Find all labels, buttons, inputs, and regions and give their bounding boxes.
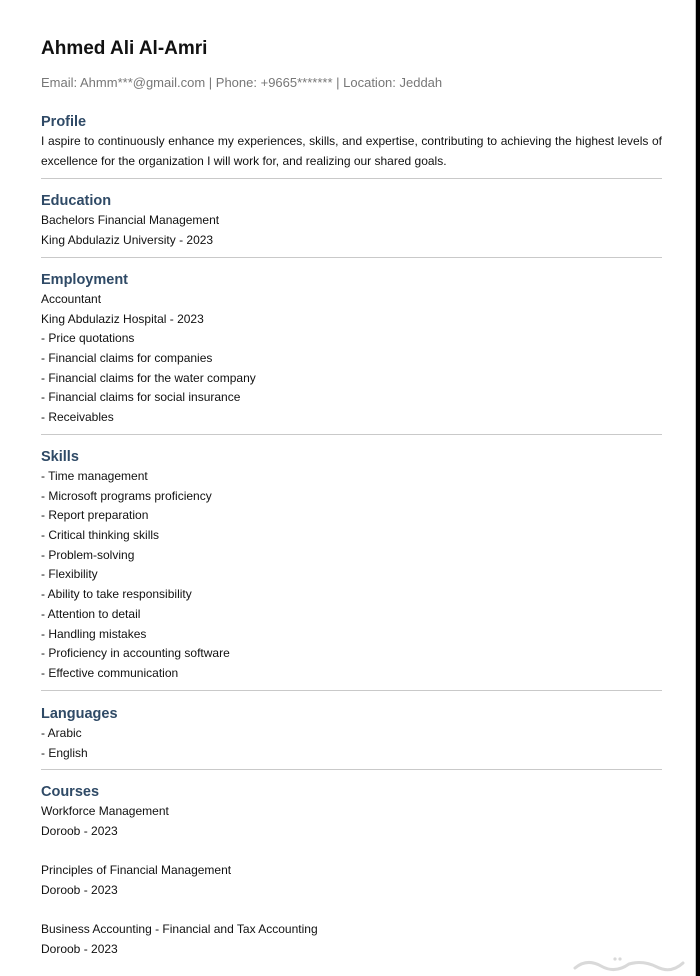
employment-section: [41, 270, 662, 428]
courses-section: [41, 782, 662, 960]
skill-item: - Effective communication: [41, 665, 179, 680]
skill-item: - Handling mistakes: [41, 626, 147, 641]
skill-item: - Flexibility: [41, 567, 98, 582]
profile-section: [41, 112, 662, 171]
section-title-languages: Languages: [41, 706, 118, 722]
course-provider: Doroob - 2023: [41, 941, 118, 956]
skill-item: - Attention to detail: [41, 606, 141, 621]
skills-section: [41, 447, 662, 684]
course-name: Workforce Management: [41, 804, 169, 818]
languages-section: [41, 704, 662, 763]
watermark-logo: [567, 954, 687, 974]
section-title-courses: Courses: [41, 784, 100, 800]
language-item: - English: [41, 745, 88, 760]
course-name: Principles of Financial Management: [41, 863, 232, 878]
education-institution: King Abdulaziz University - 2023: [41, 232, 214, 247]
course-provider: Doroob - 2023: [41, 823, 118, 838]
skill-item: - Microsoft programs proficiency: [41, 488, 212, 503]
section-title-education: Education: [41, 193, 112, 209]
skill-item: - Proficiency in accounting software: [41, 646, 230, 661]
skill-item: - Problem-solving: [41, 547, 135, 562]
course-provider: Doroob - 2023: [41, 882, 118, 897]
employment-duty: - Price quotations: [41, 331, 135, 346]
employment-duty: - Receivables: [41, 410, 114, 425]
divider: [41, 178, 662, 179]
section-title-employment: Employment: [41, 272, 129, 288]
employment-duty: - Financial claims for companies: [41, 351, 213, 366]
divider: [41, 434, 662, 435]
employment-employer: King Abdulaziz Hospital - 2023: [41, 311, 204, 326]
divider: [41, 769, 662, 770]
contact-info: Email: Ahmm***@gmail.com | Phone: +9665******* | Location: Jeddah: [41, 75, 443, 90]
course-name: Business Accounting - Financial and Tax Accounting: [41, 922, 318, 937]
language-item: - Arabic: [41, 726, 82, 740]
education-section: [41, 191, 662, 250]
skill-item: - Time management: [41, 469, 148, 483]
divider: [41, 257, 662, 258]
employment-role: Accountant: [41, 292, 102, 306]
divider: [41, 690, 662, 691]
education-degree: Bachelors Financial Management: [41, 213, 220, 227]
skill-item: - Critical thinking skills: [41, 528, 160, 543]
employment-duty: - Financial claims for the water company: [41, 370, 256, 385]
candidate-name: Ahmed Ali Al-Amri: [41, 38, 208, 59]
section-title-skills: Skills: [41, 449, 79, 465]
section-title-profile: Profile: [41, 114, 87, 130]
profile-text: I aspire to continuously enhance my experiences, skills, and expertise, contributing to achieving the highest levels of excellence for the organization I will work for, and realizing our shared goals.: [41, 134, 662, 168]
employment-duty: - Financial claims for social insurance: [41, 390, 241, 405]
skill-item: - Report preparation: [41, 508, 149, 523]
skill-item: - Ability to take responsibility: [41, 587, 192, 602]
